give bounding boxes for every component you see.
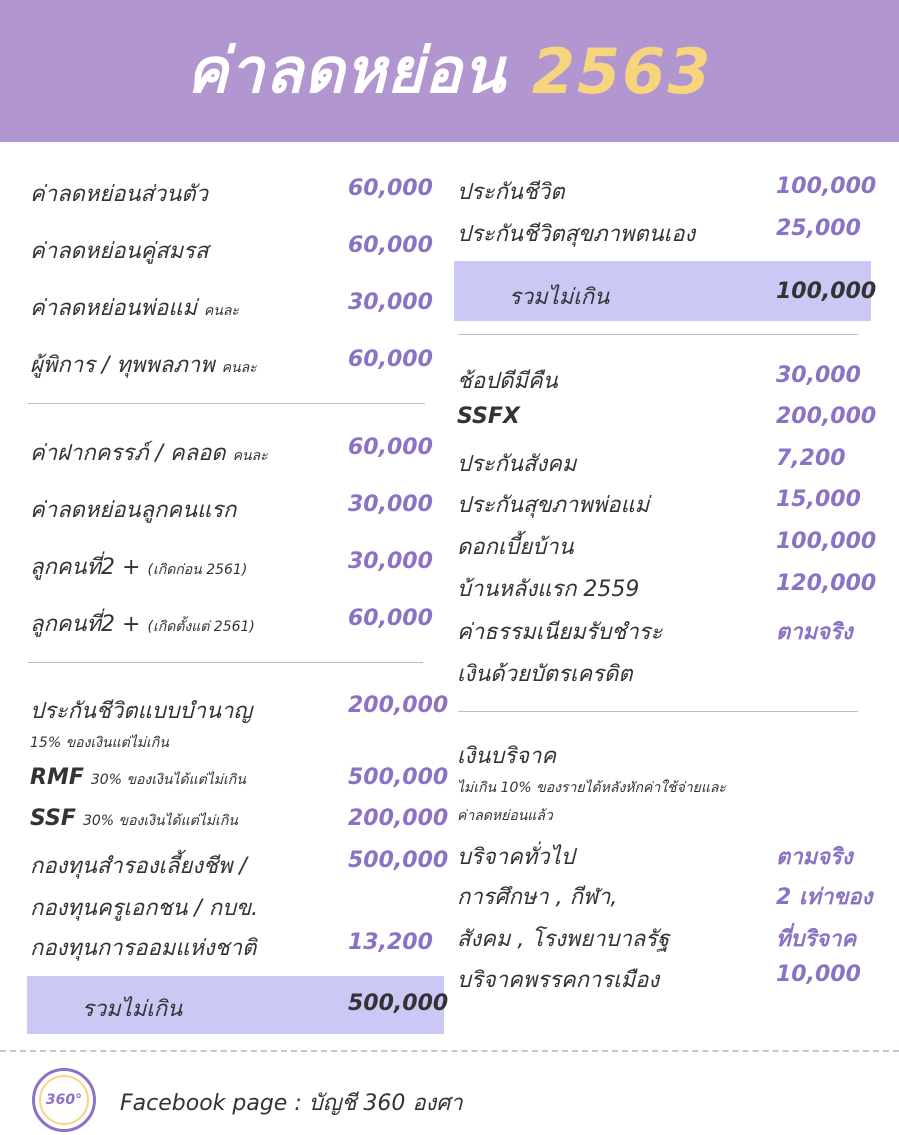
deduction-first-child-label: ค่าลดหย่อนลูกคนแรก <box>30 498 237 523</box>
insurance-total-label: รวมไม่เกิน <box>509 285 610 310</box>
deduction-disabled-label: ผู้พิการ / ทุพพลภาพ คนละ <box>30 353 257 378</box>
donation-social-label: สังคม , โรงพยาบาลรัฐ <box>457 927 670 952</box>
nsf-value: 13,200 <box>348 930 433 955</box>
donation-social-value: ที่บริจาค <box>776 927 857 952</box>
divider <box>28 662 423 663</box>
first-home-value: 120,000 <box>776 571 877 596</box>
page-title: ค่าลดหย่อน <box>186 34 506 107</box>
parents-health-insurance-value: 15,000 <box>776 487 861 512</box>
social-security-value: 7,200 <box>776 446 846 471</box>
home-interest-value: 100,000 <box>776 529 877 554</box>
parents-health-insurance-label: ประกันสุขภาพพ่อแม่ <box>457 493 650 518</box>
divider <box>28 403 425 404</box>
footer-divider <box>0 1050 899 1052</box>
page-title-year: 2563 <box>531 34 713 108</box>
ssfx-value: 200,000 <box>776 404 877 429</box>
donation-heading: เงินบริจาค <box>457 744 557 769</box>
divider <box>458 711 858 712</box>
first-home-label: บ้านหลังแรก 2559 <box>457 577 640 602</box>
deduction-personal-value: 60,000 <box>348 176 433 201</box>
credit-fee-label-line2: เงินด้วยบัตรเครดิต <box>457 662 633 687</box>
ssfx-label: SSFX <box>457 404 520 429</box>
deduction-pregnancy-label: ค่าฝากครรภ์ / คลอด คนละ <box>30 441 268 466</box>
donation-political-label: บริจาคพรรคการเมือง <box>457 968 660 993</box>
health-insurance-value: 25,000 <box>776 216 861 241</box>
annuity-insurance-label: ประกันชีวิตแบบบำนาญ <box>30 699 253 724</box>
deduction-spouse-value: 60,000 <box>348 233 433 258</box>
donation-general-label: บริจาคทั่วไป <box>457 845 575 870</box>
rmf-value: 500,000 <box>348 765 449 790</box>
deduction-second-child-before-label: ลูกคนที่2 + (เกิดก่อน 2561) <box>30 555 248 580</box>
logo-text: 360° <box>39 1075 89 1125</box>
ssf-value: 200,000 <box>348 806 449 831</box>
deduction-first-child-value: 30,000 <box>348 492 433 517</box>
ssf-label: SSF 30% ของเงินได้แต่ไม่เกิน <box>30 806 238 831</box>
nsf-label: กองทุนการออมแห่งชาติ <box>30 936 257 961</box>
logo-icon <box>32 1068 96 1132</box>
deduction-second-child-after-label: ลูกคนที่2 + (เกิดตั้งแต่ 2561) <box>30 612 255 637</box>
life-insurance-value: 100,000 <box>776 174 877 199</box>
donation-note-line1: ไม่เกิน 10% ของรายได้หลังหักค่าใช้จ่ายและ <box>457 780 726 796</box>
annuity-insurance-note: 15% ของเงินแต่ไม่เกิน <box>30 735 169 751</box>
retirement-total-value: 500,000 <box>348 991 449 1016</box>
deduction-disabled-value: 60,000 <box>348 347 433 372</box>
rmf-label: RMF 30% ของเงินได้แต่ไม่เกิน <box>30 765 246 790</box>
divider <box>458 334 858 335</box>
donation-education-label: การศึกษา , กีฬา, <box>457 885 618 910</box>
credit-fee-label: ค่าธรรมเนียมรับชำระ <box>457 620 663 645</box>
donation-education-value: 2 เท่าของ <box>776 885 873 910</box>
health-insurance-label: ประกันชีวิตสุขภาพตนเอง <box>457 222 696 247</box>
deduction-personal-label: ค่าลดหย่อนส่วนตัว <box>30 182 208 207</box>
deduction-second-child-before-value: 30,000 <box>348 549 433 574</box>
retirement-total-label: รวมไม่เกิน <box>82 997 183 1022</box>
deduction-pregnancy-value: 60,000 <box>348 435 433 460</box>
life-insurance-label: ประกันชีวิต <box>457 180 565 205</box>
annuity-insurance-value: 200,000 <box>348 693 449 718</box>
shop-dee-mee-kuen-label: ช้อปดีมีคืน <box>457 369 558 394</box>
pvd-label-line1: กองทุนสำรองเลี้ยงชีพ / <box>30 854 247 879</box>
donation-note-line2: ค่าลดหย่อนแล้ว <box>457 808 553 824</box>
shop-dee-mee-kuen-value: 30,000 <box>776 363 861 388</box>
footer-facebook-page: Facebook page : บัญชี 360 องศา <box>120 1091 463 1116</box>
pvd-label-line2: กองทุนครูเอกชน / กบข. <box>30 896 259 921</box>
deduction-parents-value: 30,000 <box>348 290 433 315</box>
insurance-total-value: 100,000 <box>776 279 877 304</box>
credit-fee-value: ตามจริง <box>776 620 853 645</box>
deduction-spouse-label: ค่าลดหย่อนคู่สมรส <box>30 239 209 264</box>
page-header <box>0 0 899 142</box>
donation-general-value: ตามจริง <box>776 845 853 870</box>
donation-political-value: 10,000 <box>776 962 861 987</box>
pvd-value: 500,000 <box>348 848 449 873</box>
social-security-label: ประกันสังคม <box>457 452 577 477</box>
deduction-second-child-after-value: 60,000 <box>348 606 433 631</box>
deduction-parents-label: ค่าลดหย่อนพ่อแม่ คนละ <box>30 296 239 321</box>
home-interest-label: ดอกเบี้ยบ้าน <box>457 535 574 560</box>
